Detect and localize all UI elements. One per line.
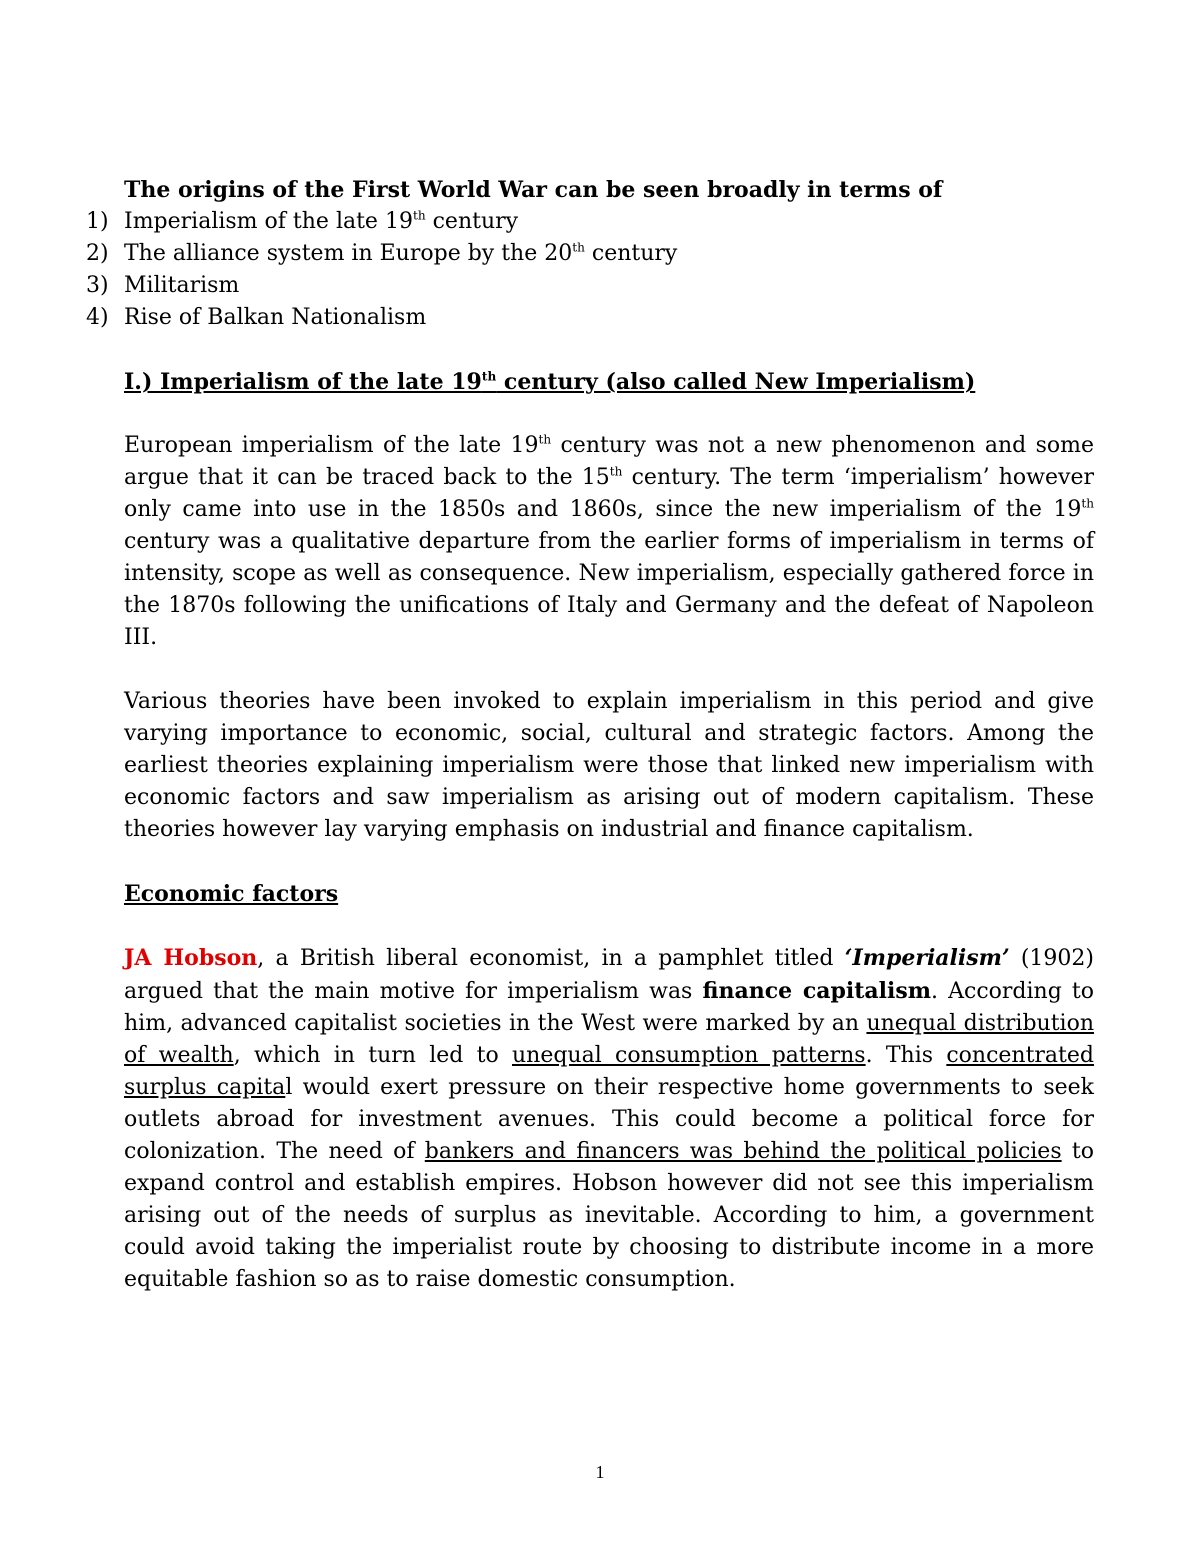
heading-text-end: century (also called New Imperialism): [496, 369, 976, 395]
list-item: [86, 206, 1094, 238]
superscript: th: [481, 369, 497, 384]
page-number: 1: [595, 1462, 605, 1482]
underline-unequal-distribution: unequal distribution of wealth: [124, 1011, 1094, 1068]
superscript: th: [609, 464, 623, 479]
paragraph-hobson: [124, 942, 1094, 1296]
list-number: 2): [86, 241, 109, 266]
superscript: th: [572, 240, 585, 255]
superscript: th: [412, 208, 426, 223]
heading-text: I.) Imperialism of the late 19: [124, 369, 482, 395]
list-number: 3): [86, 273, 109, 298]
text-run: to expand control and establish empires. Hobson however did not see this imperialism arising out of the needs of surplus as inevitable. According to him, a government could avoid taking the imperialist route by choosing to distribute income in a more equitable fashion so as to raise domestic consumption.: [124, 1139, 1095, 1292]
list-text: The alliance system in Europe by the 20: [124, 241, 573, 266]
text-run: . This: [865, 1043, 947, 1068]
paragraph-european-imperialism: [124, 430, 1094, 654]
causes-list: [86, 206, 1094, 334]
text-run: (1902) argued that the main motive for imperialism was: [124, 946, 1094, 1004]
emphasis-finance-capitalism: finance capitalism: [702, 978, 932, 1004]
list-text: Militarism: [124, 273, 240, 298]
text-run: century was not a new phenomenon and some argue that it can be traced back to the 15: [124, 433, 1094, 490]
superscript: th: [538, 432, 552, 447]
section-heading-imperialism: [124, 366, 1094, 398]
text-run: century was a qualitative departure from the earlier forms of imperialism in terms of intensity, scope as well as consequence. New imperialism, especially gathered force in the 1870s following the unifications of Italy and Germany and the defeat of Napoleon III.: [124, 529, 1094, 650]
underline-bankers-financers: bankers and financers was behind the political policies: [424, 1139, 1062, 1164]
text-run: , a British liberal economist, in a pamphlet titled: [257, 946, 845, 971]
list-item: [86, 238, 1094, 270]
page-content: [86, 174, 1095, 1296]
list-text-end: century: [584, 241, 678, 266]
superscript: th: [1081, 496, 1094, 511]
text-run: . According to him, advanced capitalist societies in the West were marked by an: [124, 979, 1094, 1036]
text-run: l would exert pressure on their respective home governments to seek outlets abroad for investment avenues. This could become a political force for colonization. The need of: [124, 1075, 1095, 1164]
paragraph-theories: Various theories have been invoked to explain imperialism in this period and give varying importance to economic, social, cultural and strategic factors. Among the earliest theories explaining imperialism were those that linked new imperialism with economic factors and saw imperialism as arising out of modern capitalism. These theories however lay varying emphasis on industrial and finance capitalism.: [124, 689, 1094, 842]
text-run: European imperialism of the late 19: [124, 433, 539, 458]
section-heading-economic-factors: Economic factors: [124, 881, 339, 907]
pamphlet-title: ‘Imperialism’: [844, 945, 1010, 971]
list-item: [86, 270, 1094, 302]
list-item: [86, 302, 1094, 334]
list-number: 1): [86, 209, 109, 234]
text-run: century. The term ‘imperialism’ however only came into use in the 1850s and 1860s, since the new imperialism of the 19: [124, 465, 1094, 522]
list-number: 4): [86, 305, 109, 330]
author-name: JA Hobson: [124, 945, 258, 971]
list-text: Rise of Balkan Nationalism: [124, 305, 427, 330]
underline-surplus-capital: concentrated surplus capita: [124, 1043, 1094, 1100]
list-text: Imperialism of the late 19: [124, 209, 413, 234]
text-run: , which in turn led to: [233, 1043, 512, 1068]
list-text-end: century: [425, 209, 519, 234]
underline-unequal-consumption: unequal consumption patterns: [511, 1043, 866, 1068]
intro-statement: The origins of the First World War can be seen broadly in terms of: [124, 177, 943, 203]
